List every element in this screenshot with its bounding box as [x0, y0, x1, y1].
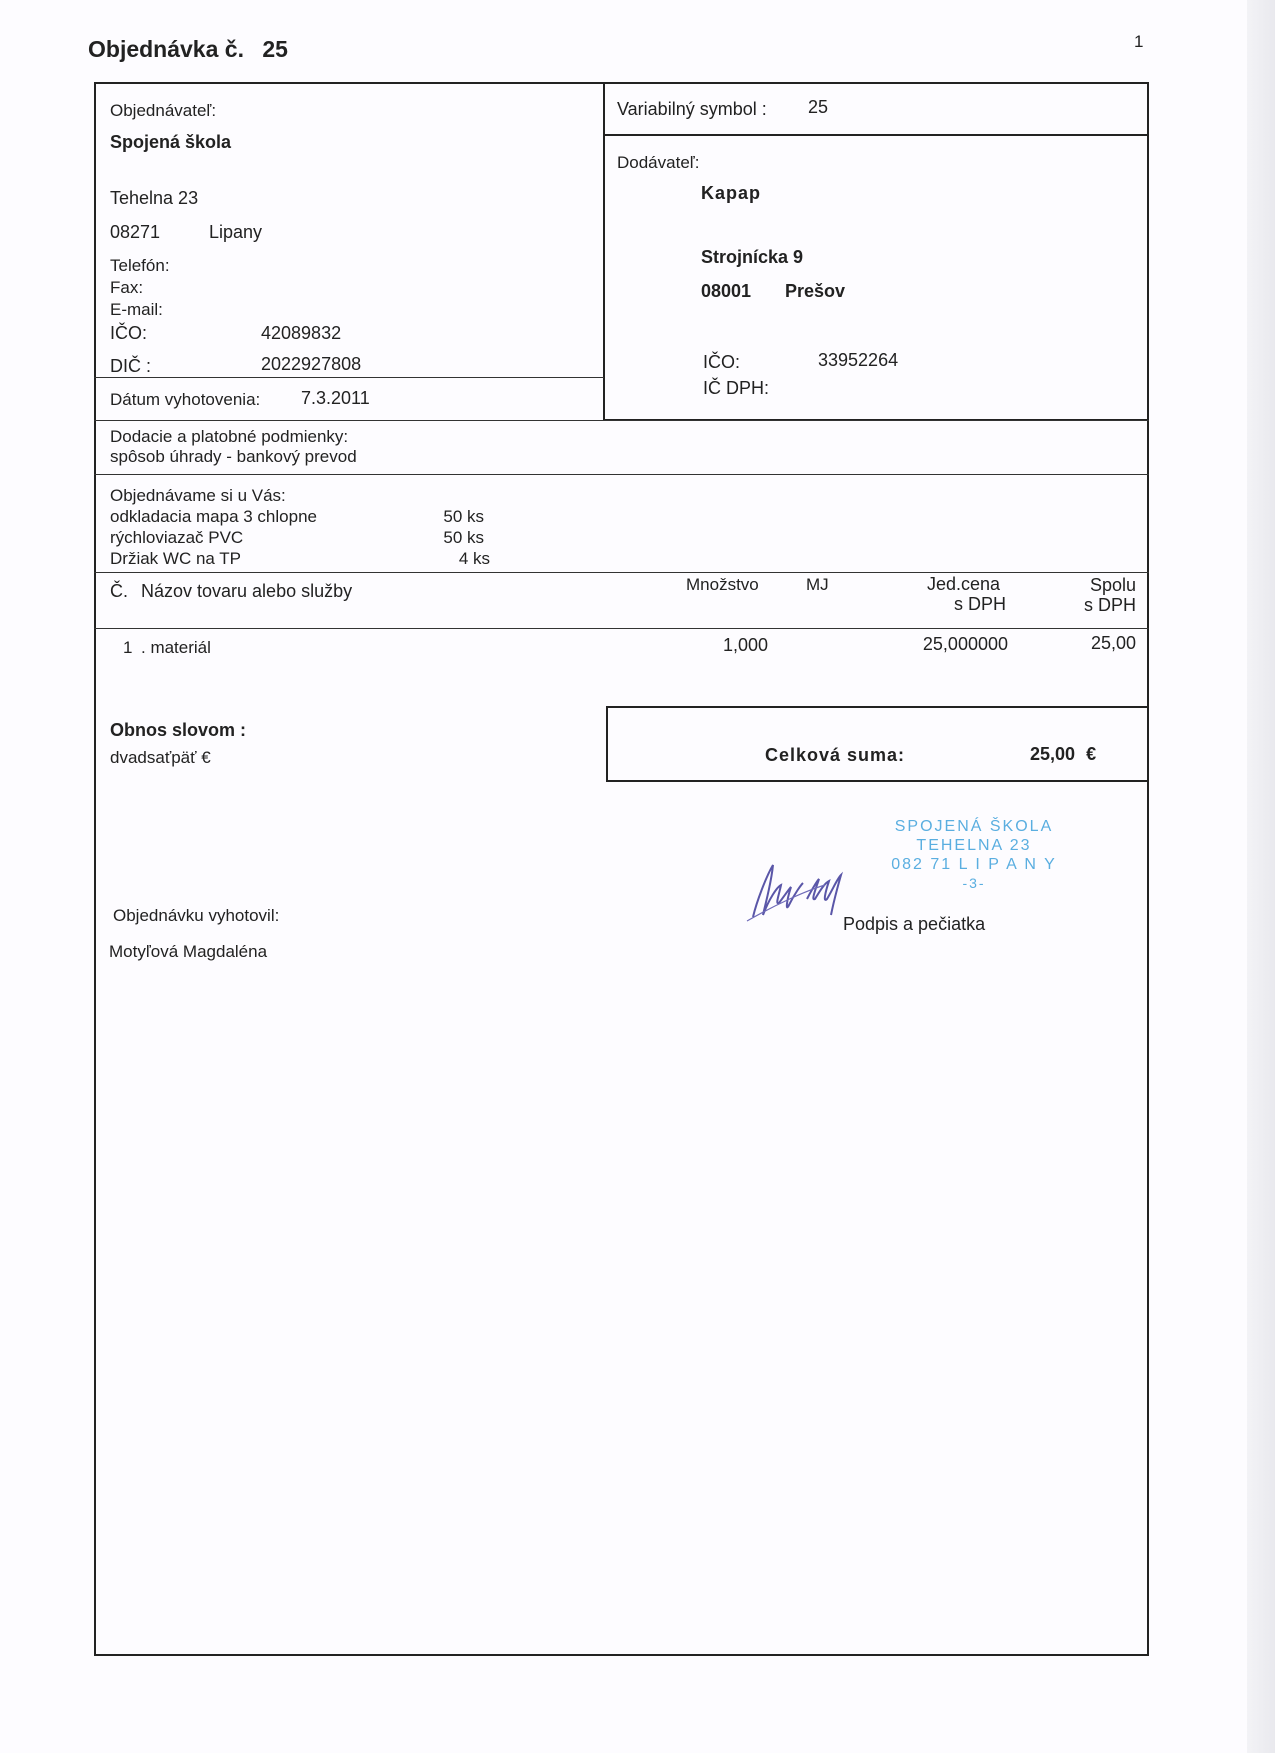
ordering-item-qty: 4 ks [458, 549, 490, 568]
orderer-dic-label: DIČ : [110, 356, 152, 376]
title-text: Objednávka č. [88, 36, 244, 62]
stamp [864, 818, 1084, 891]
supplier-city: Prešov [785, 281, 846, 301]
divider-date [94, 377, 604, 378]
orderer-ico-label: IČO: [110, 323, 148, 343]
supplier-box [603, 134, 1149, 421]
col-header-total-vat: s DPH [1083, 595, 1136, 615]
orderer-city: Lipany [209, 222, 263, 242]
supplier-ico: 33952264 [818, 350, 899, 370]
ordering-item-name: Držiak WC na TP [110, 549, 241, 568]
row-unit-price: 25,000000 [922, 634, 1008, 654]
orderer-email-label: E-mail: [110, 300, 163, 319]
col-header-qty: Množstvo [686, 575, 759, 594]
terms-text: spôsob úhrady - bankový prevod [110, 447, 357, 466]
col-header-no: Č. [110, 581, 128, 601]
supplier-name: Kapap [701, 183, 762, 203]
orderer-name: Spojená škola [110, 132, 232, 152]
order-number: 25 [262, 36, 288, 62]
stamp-line: TEHELNA 23 [916, 837, 1032, 854]
row-qty: 1,000 [722, 635, 768, 655]
supplier-label: Dodávateľ: [617, 153, 700, 172]
divider-table-head [94, 572, 1149, 573]
orderer-fax-label: Fax: [110, 278, 144, 297]
orderer-dic: 2022927808 [261, 354, 362, 374]
total-currency: € [1086, 744, 1097, 764]
variable-symbol-label: Variabilný symbol : [617, 99, 767, 119]
supplier-street: Strojnícka 9 [701, 247, 804, 267]
terms-label: Dodacie a platobné podmienky: [110, 427, 349, 446]
prepared-by-label: Objednávku vyhotovil: [113, 906, 280, 925]
orderer-label: Objednávateľ: [110, 101, 217, 120]
orderer-phone-label: Telefón: [110, 256, 170, 275]
date-label: Dátum vyhotovenia: [110, 390, 261, 409]
stamp-line: -3- [962, 875, 986, 891]
total-amount: 25,00 [1030, 744, 1076, 764]
divider-terms [94, 420, 1149, 421]
stamp-line: SPOJENÁ ŠKOLA [894, 818, 1054, 835]
col-header-unit: MJ [806, 575, 829, 594]
ordering-item-name: rýchloviazač PVC [110, 528, 244, 547]
divider-table-body [94, 628, 1149, 629]
row-total: 25,00 [1090, 633, 1136, 653]
orderer-street: Tehelna 23 [110, 188, 199, 208]
date-value: 7.3.2011 [301, 388, 370, 408]
orderer-ico: 42089832 [261, 323, 342, 343]
orderer-zip: 08271 [110, 222, 161, 242]
variable-symbol-value: 25 [808, 97, 829, 117]
ordering-item-name: odkladacia mapa 3 chlopne [110, 507, 317, 526]
row-name: . materiál [141, 638, 211, 657]
col-header-name: Názov tovaru alebo služby [141, 581, 353, 601]
signature-label: Podpis a pečiatka [843, 914, 986, 934]
words-label: Obnos slovom : [110, 720, 247, 740]
total-label: Celková suma: [765, 745, 906, 765]
prepared-by-name: Motyľová Magdaléna [109, 942, 268, 961]
ordering-item-qty: 50 ks [443, 507, 484, 526]
col-header-unit-price: Jed.cena [926, 574, 1000, 594]
supplier-icdph-label: IČ DPH: [703, 378, 770, 398]
words-value: dvadsaťpäť € [110, 748, 211, 767]
col-header-total: Spolu [1089, 575, 1136, 595]
stamp-line: 082 71 L I P A N Y [891, 856, 1057, 873]
row-no: 1 [123, 638, 133, 657]
page-number: 1 [1134, 32, 1144, 51]
supplier-ico-label: IČO: [703, 352, 741, 372]
divider-ordering [94, 474, 1149, 475]
document-title [88, 36, 288, 63]
col-header-unit-price-vat: s DPH [953, 594, 1006, 614]
total-value [1030, 744, 1096, 765]
page-edge-shadow [1247, 0, 1275, 1753]
supplier-zip: 08001 [701, 281, 752, 301]
ordering-label: Objednávame si u Vás: [110, 486, 286, 505]
ordering-item-qty: 50 ks [443, 528, 484, 547]
